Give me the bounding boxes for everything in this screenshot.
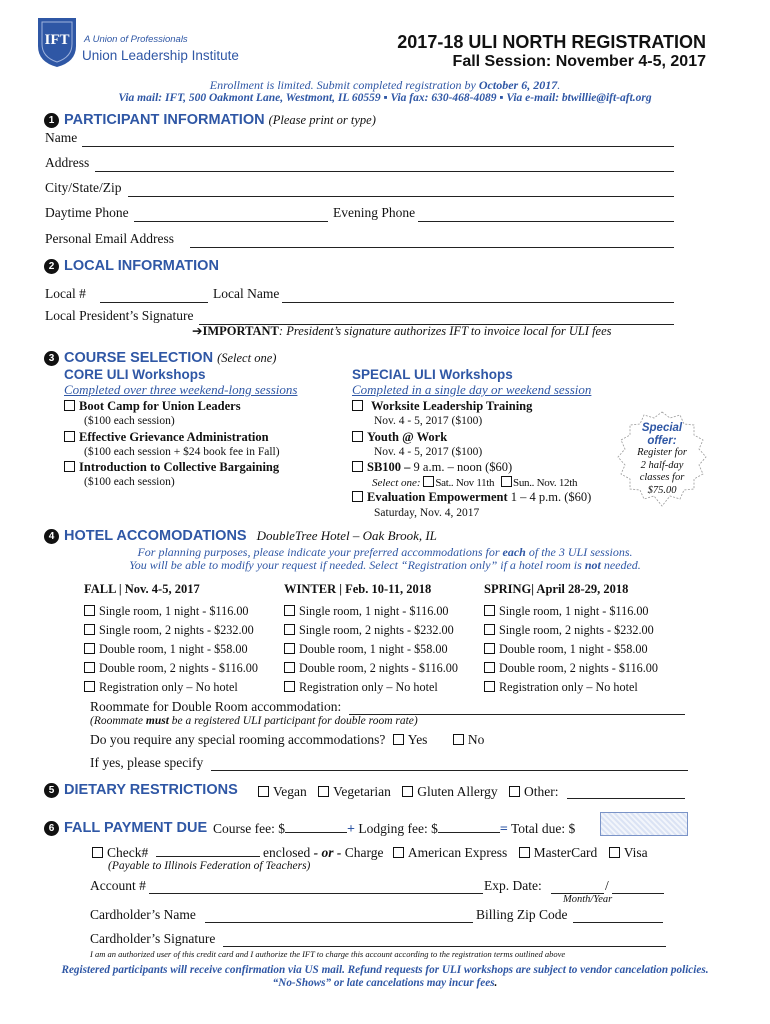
check-checkbox[interactable]	[92, 847, 103, 858]
local-name-label: Local Name	[213, 286, 280, 301]
hotel-note-2: You will be able to modify your request if needed. Select “Registration only” if a hotel room is not needed.	[129, 558, 641, 572]
yes-checkbox[interactable]	[393, 734, 404, 745]
checkbox[interactable]	[84, 643, 95, 654]
checkbox[interactable]	[84, 681, 95, 692]
arrow-icon: ➔	[192, 324, 203, 338]
day-phone-field[interactable]	[134, 221, 328, 222]
exp-date-label: Exp. Date:	[484, 878, 542, 893]
checkbox[interactable]	[352, 431, 363, 442]
hotel-option[interactable]: Single room, 1 night - $116.00	[484, 602, 658, 621]
step-number: 3	[44, 351, 59, 366]
zip-field[interactable]	[573, 922, 663, 923]
special-offer-text: Special offer: Register for 2 half-day classes for $75.00	[637, 422, 687, 496]
section-course: 3 COURSE SELECTION (Select one)	[44, 350, 276, 366]
checkbox[interactable]	[352, 491, 363, 502]
special-item-detail: Saturday, Nov. 4, 2017	[374, 507, 480, 519]
local-number-label: Local #	[45, 286, 86, 301]
checkbox[interactable]	[258, 786, 269, 797]
hotel-option[interactable]: Single room, 2 nights - $232.00	[484, 621, 658, 640]
section-hotel: 4 HOTEL ACCOMODATIONS DoubleTree Hotel – Oak Brook, IL	[44, 528, 437, 544]
footer-note-1: Registered participants will receive confirmation via US mail. Refund requests for ULI workshops are subject to vendor cancelation policies.	[61, 964, 709, 976]
hotel-option[interactable]: Single room, 2 nights - $232.00	[84, 621, 258, 640]
core-title: CORE ULI Workshops	[64, 367, 206, 382]
local-number-field[interactable]	[100, 302, 208, 303]
name-label: Name	[45, 130, 78, 145]
step-number: 2	[44, 259, 59, 274]
checkbox[interactable]	[318, 786, 329, 797]
special-item-evaluation[interactable]: Evaluation Empowerment 1 – 4 p.m. ($60)	[352, 490, 591, 505]
enrollment-note: Enrollment is limited. Submit completed registration by October 6, 2017.	[209, 78, 561, 92]
special-item-detail: Nov. 4 - 5, 2017 ($100)	[374, 446, 483, 458]
hotel-option[interactable]: Registration only – No hotel	[284, 678, 458, 697]
step-number: 4	[44, 529, 59, 544]
core-item-grievance[interactable]: Effective Grievance Administration	[64, 430, 269, 445]
checkbox[interactable]	[284, 681, 295, 692]
no-checkbox[interactable]	[453, 734, 464, 745]
checkbox[interactable]	[284, 662, 295, 673]
account-field[interactable]	[149, 893, 483, 894]
exp-year-field[interactable]	[612, 893, 664, 894]
special-title: SPECIAL ULI Workshops	[352, 367, 513, 382]
address-label: Address	[45, 155, 90, 170]
checkbox[interactable]	[509, 786, 520, 797]
city-label: City/State/Zip	[45, 180, 122, 195]
cardholder-name-field[interactable]	[205, 922, 473, 923]
special-item-youth[interactable]: Youth @ Work	[352, 430, 447, 445]
eve-phone-field[interactable]	[418, 221, 674, 222]
email-label: Personal Email Address	[45, 231, 174, 246]
cardholder-sig-field[interactable]	[223, 946, 666, 947]
step-number: 1	[44, 113, 59, 128]
special-item-detail: Nov. 4 - 5, 2017 ($100)	[374, 415, 483, 427]
footer-note-2: “No-Shows” or late cancelations may incur fees.	[272, 977, 498, 989]
hotel-option[interactable]: Double room, 2 nights - $116.00	[284, 659, 458, 678]
hotel-column-winter: WINTER | Feb. 10-11, 2018 Single room, 1 night - $116.00 Single room, 2 nights - $232.00 Double room, 1 night - $58.00 Double room, 2 nights - $116.00 Registration only – No hotel	[284, 580, 458, 697]
special-subtitle: Completed in a single day or weekend session	[352, 382, 592, 397]
checkbox[interactable]	[284, 624, 295, 635]
hotel-option[interactable]: Registration only – No hotel	[84, 678, 258, 697]
section-participant: 1 PARTICIPANT INFORMATION (Please print or type)	[44, 112, 376, 128]
visa-checkbox[interactable]	[609, 847, 620, 858]
city-field[interactable]	[128, 196, 674, 197]
hotel-option[interactable]: Double room, 1 night - $58.00	[284, 640, 458, 659]
cardholder-sig-label: Cardholder’s Signature	[90, 931, 216, 946]
cardholder-name-label: Cardholder’s Name	[90, 907, 196, 922]
core-item-detail: ($100 each session)	[84, 476, 175, 488]
hotel-column-spring: SPRING| April 28-29, 2018 Single room, 1 night - $116.00 Single room, 2 nights - $232.00 Double room, 1 night - $58.00 Double room, 2 nights - $116.00 Registration only – No hotel	[484, 580, 658, 697]
hotel-option[interactable]: Registration only – No hotel	[484, 678, 658, 697]
mastercard-checkbox[interactable]	[519, 847, 530, 858]
logo-name: Union Leadership Institute	[82, 48, 239, 63]
checkbox[interactable]	[64, 461, 75, 472]
email-field[interactable]	[190, 247, 674, 248]
checkbox[interactable]	[484, 681, 495, 692]
hotel-column-fall: FALL | Nov. 4-5, 2017 Single room, 1 night - $116.00 Single room, 2 nights - $232.00 Double room, 1 night - $58.00 Double room, 2 nights - $116.00 Registration only – No hotel	[84, 580, 258, 697]
svg-text:IFT: IFT	[44, 32, 70, 48]
checkbox[interactable]	[84, 662, 95, 673]
checkbox[interactable]	[484, 605, 495, 616]
checkbox[interactable]	[64, 431, 75, 442]
checkbox[interactable]	[484, 662, 495, 673]
logo-tagline: A Union of Professionals	[84, 34, 188, 45]
local-name-field[interactable]	[282, 302, 674, 303]
month-year-label: Month/Year	[563, 894, 613, 905]
core-item-detail: ($100 each session + $24 book fee in Fall)	[84, 446, 280, 458]
address-field[interactable]	[95, 171, 674, 172]
hotel-note-1: For planning purposes, please indicate your preferred accommodations for each of the 3 ULI sessions.	[137, 545, 633, 559]
roommate-label: Roommate for Double Room accommodation:	[90, 699, 342, 714]
page-subtitle: Fall Session: November 4-5, 2017	[452, 53, 706, 70]
checkbox[interactable]	[84, 624, 95, 635]
important-note: ➔IMPORTANT: President’s signature authorizes IFT to invoice local for ULI fees	[192, 324, 612, 338]
special-rooming-question: Do you require any special rooming accommodations? Yes No	[90, 732, 485, 747]
exp-slash: /	[605, 878, 609, 893]
zip-label: Billing Zip Code	[476, 907, 568, 922]
checkbox[interactable]	[484, 624, 495, 635]
section-payment: 6 FALL PAYMENT DUE	[44, 820, 207, 836]
checkbox[interactable]	[84, 605, 95, 616]
section-dietary: 5 DIETARY RESTRICTIONS	[44, 782, 238, 798]
hotel-option[interactable]: Double room, 2 nights - $116.00	[84, 659, 258, 678]
step-number: 6	[44, 821, 59, 836]
checkbox[interactable]	[501, 476, 512, 487]
dietary-options: Vegan Vegetarian Gluten Allergy Other:	[258, 784, 558, 800]
payment-methods: Check# enclosed - or - Charge American Express MasterCard Visa	[92, 845, 648, 861]
submission-methods: Via mail: IFT, 500 Oakmont Lane, Westmont, IL 60559 ▪ Via fax: 630-468-4089 ▪ Via e-mail: btwillie@ift-aft.org	[118, 92, 652, 104]
dietary-other-field[interactable]	[567, 798, 685, 799]
special-item-sb100[interactable]: SB100 – 9 a.m. – noon ($60)	[352, 460, 512, 475]
hotel-option[interactable]: Double room, 1 night - $58.00	[84, 640, 258, 659]
checkbox[interactable]	[423, 476, 434, 487]
checkbox[interactable]	[352, 400, 363, 411]
checkbox[interactable]	[484, 643, 495, 654]
section-local: 2 LOCAL INFORMATION	[44, 258, 219, 274]
hotel-venue: DoubleTree Hotel – Oak Brook, IL	[256, 528, 437, 543]
core-item-bootcamp[interactable]: Boot Camp for Union Leaders	[64, 399, 241, 414]
specify-label: If yes, please specify	[90, 755, 204, 770]
payable-note: (Payable to Illinois Federation of Teachers)	[108, 860, 311, 872]
checkbox[interactable]	[284, 605, 295, 616]
total-due-field[interactable]	[600, 812, 688, 836]
page-title: 2017-18 ULI NORTH REGISTRATION	[397, 32, 706, 52]
checkbox[interactable]	[284, 643, 295, 654]
specify-field[interactable]	[211, 770, 688, 771]
authorization-note: I am an authorized user of this credit card and I authorize the IFT to charge this account according to the registration terms outlined above	[90, 949, 566, 959]
checkbox[interactable]	[352, 461, 363, 472]
fee-line: Course fee: $ + Lodging fee: $ = Total due: $	[213, 821, 576, 837]
president-sig-label: Local President’s Signature	[45, 308, 194, 323]
ift-shield-icon	[36, 16, 78, 68]
day-phone-label: Daytime Phone	[45, 205, 129, 220]
hotel-option[interactable]: Single room, 2 nights - $232.00	[284, 621, 458, 640]
participant-note: (Please print or type)	[268, 113, 376, 127]
checkbox[interactable]	[64, 400, 75, 411]
hotel-option[interactable]: Double room, 1 night - $58.00	[484, 640, 658, 659]
hotel-option[interactable]: Single room, 1 night - $116.00	[284, 602, 458, 621]
course-note: (Select one)	[217, 351, 277, 365]
checkbox[interactable]	[402, 786, 413, 797]
special-item-worksite[interactable]: Worksite Leadership Training	[352, 399, 532, 414]
name-field[interactable]	[82, 146, 674, 147]
hotel-option[interactable]: Double room, 2 nights - $116.00	[484, 659, 658, 678]
amex-checkbox[interactable]	[393, 847, 404, 858]
core-item-detail: ($100 each session)	[84, 415, 175, 427]
roommate-note: (Roommate must be a registered ULI participant for double room rate)	[90, 715, 418, 727]
eve-phone-label: Evening Phone	[333, 205, 416, 220]
sb100-options: Select one: Sat.. Nov 11th Sun.. Nov. 12th	[372, 477, 578, 489]
logo	[36, 16, 239, 72]
account-label: Account #	[90, 878, 146, 893]
step-number: 5	[44, 783, 59, 798]
core-subtitle: Completed over three weekend-long sessions	[64, 382, 298, 397]
hotel-option[interactable]: Single room, 1 night - $116.00	[84, 602, 258, 621]
core-item-bargaining[interactable]: Introduction to Collective Bargaining	[64, 460, 279, 475]
